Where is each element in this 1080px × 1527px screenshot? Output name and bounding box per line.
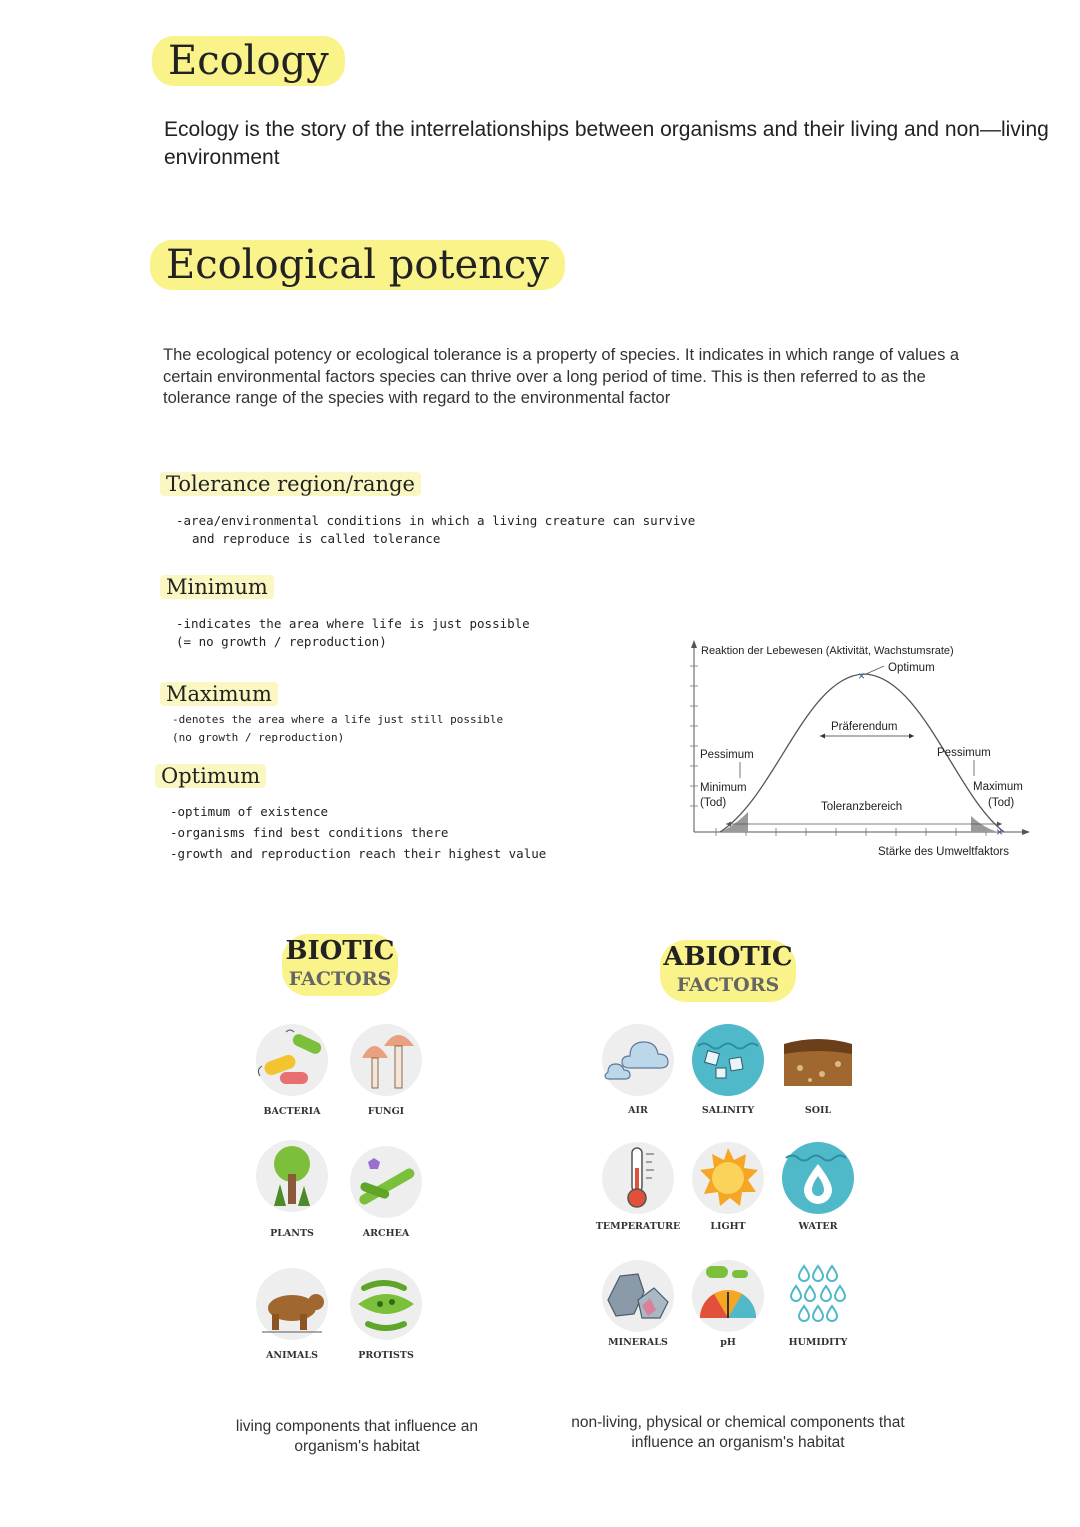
label-protists: PROTISTS bbox=[358, 1350, 414, 1361]
label-air: AIR bbox=[628, 1105, 648, 1116]
tolerance-heading: Tolerance region/range bbox=[160, 472, 421, 496]
label-humidity: HUMIDITY bbox=[788, 1337, 848, 1348]
optimum-line-1: -optimum of existence bbox=[170, 804, 329, 819]
y-axis-arrow bbox=[691, 640, 697, 648]
minimum-line-1: -indicates the area where life is just possible bbox=[176, 616, 530, 631]
label-minerals: MINERALS bbox=[608, 1337, 668, 1348]
potency-text: The ecological potency or ecological tolerance is a property of species. It indicates in which range of values a certain environmental factors species can thrive over a long period of time. This is then referred to as the tolerance range of the species with regard to the environmental factor bbox=[163, 346, 960, 407]
label-toleranzbereich: Toleranzbereich bbox=[821, 801, 903, 813]
ecology-definition: Ecology is the story of the interrelationships between organisms and their living and non—living environment bbox=[164, 118, 1049, 169]
salinity-icon bbox=[692, 1024, 764, 1096]
label-ph: pH bbox=[720, 1337, 736, 1348]
svg-text:×: × bbox=[996, 825, 1004, 839]
label-optimum: Optimum bbox=[888, 662, 935, 674]
biotic-caption bbox=[207, 1417, 507, 1457]
minerals-icon bbox=[602, 1260, 674, 1332]
archea-icon bbox=[350, 1146, 422, 1218]
biotic-title: BIOTIC bbox=[285, 936, 395, 966]
biotic-caption-line-1: living components that influence an bbox=[235, 1418, 479, 1435]
optimum-line-2: -organisms find best conditions there bbox=[170, 825, 449, 840]
optimum-heading: Optimum bbox=[155, 764, 266, 788]
label-fungi: FUNGI bbox=[367, 1106, 405, 1117]
ph-icon bbox=[692, 1260, 764, 1332]
label-praeferendum: Präferendum bbox=[831, 721, 898, 733]
label-temperature: TEMPERATURE bbox=[595, 1221, 681, 1232]
tolerance-line-2: and reproduce is called tolerance bbox=[192, 531, 441, 546]
label-pessimum-left: Pessimum bbox=[700, 749, 754, 761]
label-salinity: SALINITY bbox=[701, 1105, 755, 1116]
label-water: WATER bbox=[798, 1221, 838, 1232]
maximum-line-2: (no growth / reproduction) bbox=[172, 731, 345, 744]
optimum-line-3: -growth and reproduction reach their highest value bbox=[170, 846, 547, 861]
label-minimum-tod: (Tod) bbox=[700, 797, 727, 809]
label-minimum: Minimum bbox=[700, 782, 747, 794]
fungi-icon bbox=[350, 1024, 422, 1096]
biotic-subtitle: FACTORS bbox=[288, 968, 392, 990]
abiotic-caption bbox=[538, 1413, 938, 1453]
protists-icon bbox=[350, 1268, 422, 1340]
abiotic-subtitle: FACTORS bbox=[676, 974, 780, 996]
abiotic-caption-line-2: influence an organism's habitat bbox=[631, 1434, 845, 1451]
minimum-heading: Minimum bbox=[160, 575, 274, 599]
label-animals: ANIMALS bbox=[266, 1350, 318, 1361]
chart-xlabel: Stärke des Umweltfaktors bbox=[878, 846, 1010, 858]
label-soil: SOIL bbox=[804, 1105, 832, 1116]
chart-ylabel: Reaktion der Lebewesen (Aktivität, Wachstumsrate) bbox=[701, 645, 954, 657]
thermometer-icon bbox=[602, 1142, 674, 1214]
potency-title: Ecological potency bbox=[150, 240, 565, 290]
bear-icon bbox=[256, 1268, 328, 1340]
bacteria-icon bbox=[256, 1024, 328, 1096]
label-maximum: Maximum bbox=[973, 781, 1023, 793]
label-archea: ARCHEA bbox=[362, 1228, 410, 1239]
label-bacteria: BACTERIA bbox=[263, 1106, 321, 1117]
x-axis-arrow bbox=[1022, 829, 1030, 835]
water-icon bbox=[782, 1142, 854, 1214]
label-light: LIGHT bbox=[710, 1221, 746, 1232]
label-pessimum-right: Pessimum bbox=[937, 747, 991, 759]
abiotic-caption-line-1: non-living, physical or chemical components that bbox=[571, 1414, 905, 1431]
tolerance-chart bbox=[686, 636, 1046, 866]
maximum-line-1: -denotes the area where a life just still possible bbox=[172, 713, 504, 726]
label-maximum-tod: (Tod) bbox=[988, 797, 1015, 809]
air-icon bbox=[602, 1024, 674, 1096]
abiotic-title: ABIOTIC bbox=[663, 942, 793, 972]
humidity-icon bbox=[782, 1260, 854, 1332]
maximum-heading: Maximum bbox=[160, 682, 278, 706]
sun-icon bbox=[692, 1142, 764, 1214]
plant-icon bbox=[256, 1140, 328, 1212]
optimum-marker: × bbox=[858, 669, 866, 683]
tolerance-line-1: -area/environmental conditions in which a living creature can survive bbox=[176, 513, 696, 528]
label-plants: PLANTS bbox=[270, 1228, 314, 1239]
minimum-line-2: (= no growth / reproduction) bbox=[176, 634, 387, 649]
ecology-title: Ecology bbox=[152, 36, 345, 86]
soil-icon bbox=[782, 1024, 854, 1096]
biotic-caption-line-2: organism's habitat bbox=[294, 1438, 420, 1455]
